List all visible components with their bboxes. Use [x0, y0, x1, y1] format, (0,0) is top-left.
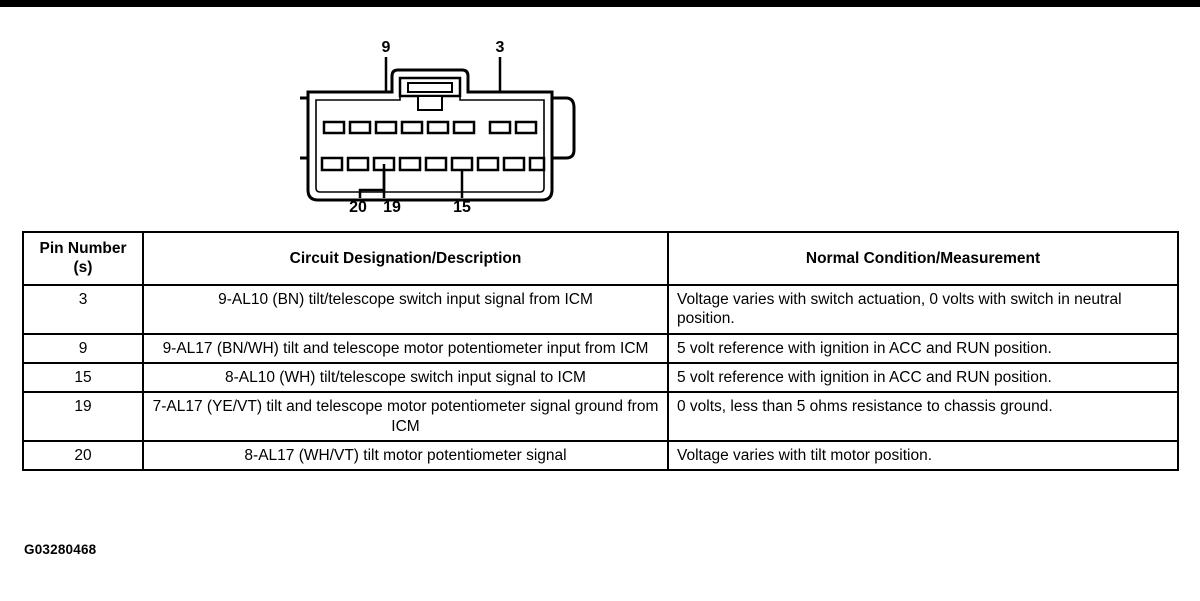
cell-pin-number: 9 [23, 334, 143, 363]
pin-label-bottom-1: 20 [349, 199, 367, 215]
table-row [23, 392, 1178, 441]
pin-label-top-2: 3 [495, 39, 505, 56]
pin-label-bottom-2: 19 [383, 199, 401, 215]
cell-description: 7-AL17 (YE/VT) tilt and telescope motor potentiometer signal ground from ICM [143, 392, 668, 441]
cell-normal: 0 volts, less than 5 ohms resistance to chassis ground. [668, 392, 1178, 441]
column-header-pin-line1: Pin Number [39, 240, 127, 257]
cell-description: 8-AL17 (WH/VT) tilt motor potentiometer signal [143, 441, 668, 470]
cell-pin-number: 15 [23, 363, 143, 392]
pin-description-table [22, 231, 1179, 471]
top-cavity-row [324, 122, 536, 133]
pin-label-top-1: 9 [381, 39, 391, 56]
cell-description: 9-AL10 (BN) tilt/telescope switch input signal from ICM [143, 285, 668, 334]
column-header-normal-condition: Normal Condition/Measurement [668, 232, 1178, 285]
column-header-circuit-description: Circuit Designation/Description [143, 232, 668, 285]
table-row [23, 441, 1178, 470]
cell-pin-number: 20 [23, 441, 143, 470]
column-header-pin-number [23, 232, 143, 285]
connector-body [300, 70, 574, 200]
page-top-rule [0, 0, 1200, 7]
column-header-pin-line2: (s) [73, 259, 93, 277]
table-row [23, 363, 1178, 392]
cell-normal: Voltage varies with tilt motor position. [668, 441, 1178, 470]
pin-label-bottom-3: 15 [453, 199, 471, 215]
table-row [23, 285, 1178, 334]
cell-pin-number: 19 [23, 392, 143, 441]
table-row [23, 334, 1178, 363]
connector-diagram [300, 30, 630, 215]
cell-description: 9-AL17 (BN/WH) tilt and telescope motor potentiometer input from ICM [143, 334, 668, 363]
cell-pin-number: 3 [23, 285, 143, 334]
cell-normal: 5 volt reference with ignition in ACC and RUN position. [668, 334, 1178, 363]
cell-normal: 5 volt reference with ignition in ACC and RUN position. [668, 363, 1178, 392]
bottom-cavity-row [322, 158, 544, 170]
connector-face-view-svg [300, 30, 630, 215]
figure-code: G03280468 [24, 542, 97, 557]
table-header-row [23, 232, 1178, 285]
cell-description: 8-AL10 (WH) tilt/telescope switch input signal to ICM [143, 363, 668, 392]
cell-normal: Voltage varies with switch actuation, 0 volts with switch in neutral position. [668, 285, 1178, 334]
